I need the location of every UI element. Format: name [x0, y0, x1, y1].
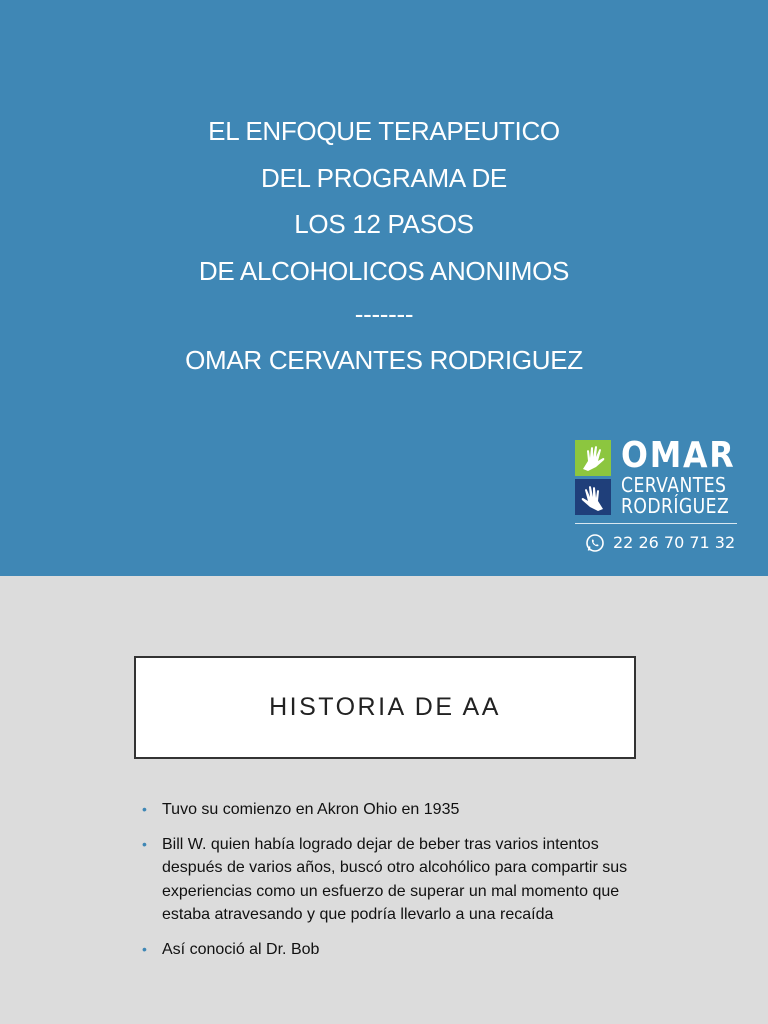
title-line-4: DE ALCOHOLICOS ANONIMOS: [198, 255, 570, 286]
phone-contact[interactable]: [585, 532, 735, 554]
content-slide: [0, 576, 768, 1024]
phone-number: 22 26 70 71 32: [613, 533, 736, 552]
bullet-text: Tuvo su comienzo en Akron Ohio en 1935: [162, 801, 460, 818]
list-item: [142, 938, 642, 962]
bullet-marker: •: [142, 801, 147, 817]
title-separator: -------: [354, 299, 414, 329]
title-line-1: EL ENFOQUE TERAPEUTICO: [208, 116, 560, 146]
heading-box: [134, 656, 636, 759]
logo-text-rodriguez: RODRÍGUEZ: [621, 494, 730, 518]
reaching-hand-icon: [578, 482, 608, 512]
bullet-text: Bill W. quien había logrado dejar de beber tras varios intentos después de varios años, buscó otro alcohólico para compartir sus experiencias como un esfuerzo de superar un mal momento que estaba atravesando y que podría llevarlo a una recaída: [162, 835, 628, 923]
logo-green-square: [575, 440, 611, 476]
author-name: OMAR CERVANTES RODRIGUEZ: [185, 345, 583, 375]
logo-divider: [575, 523, 737, 524]
title-line-2: DEL PROGRAMA DE: [261, 162, 507, 193]
list-item: [142, 798, 642, 822]
whatsapp-icon: [585, 533, 605, 553]
bullet-list: [142, 798, 642, 972]
logo-navy-square: [575, 479, 611, 515]
logo-text-cervantes: CERVANTES: [621, 473, 727, 497]
helping-hand-icon: [578, 443, 608, 473]
bullet-text: Así conoció al Dr. Bob: [162, 940, 320, 958]
slide-title: [0, 108, 768, 341]
bullet-marker: •: [142, 940, 147, 957]
bullet-marker: •: [142, 835, 147, 852]
list-item: [142, 833, 642, 927]
logo-text-omar: OMAR: [621, 435, 736, 476]
slide-heading: HISTORIA DE AA: [269, 693, 501, 721]
title-line-3: LOS 12 PASOS: [294, 209, 474, 239]
